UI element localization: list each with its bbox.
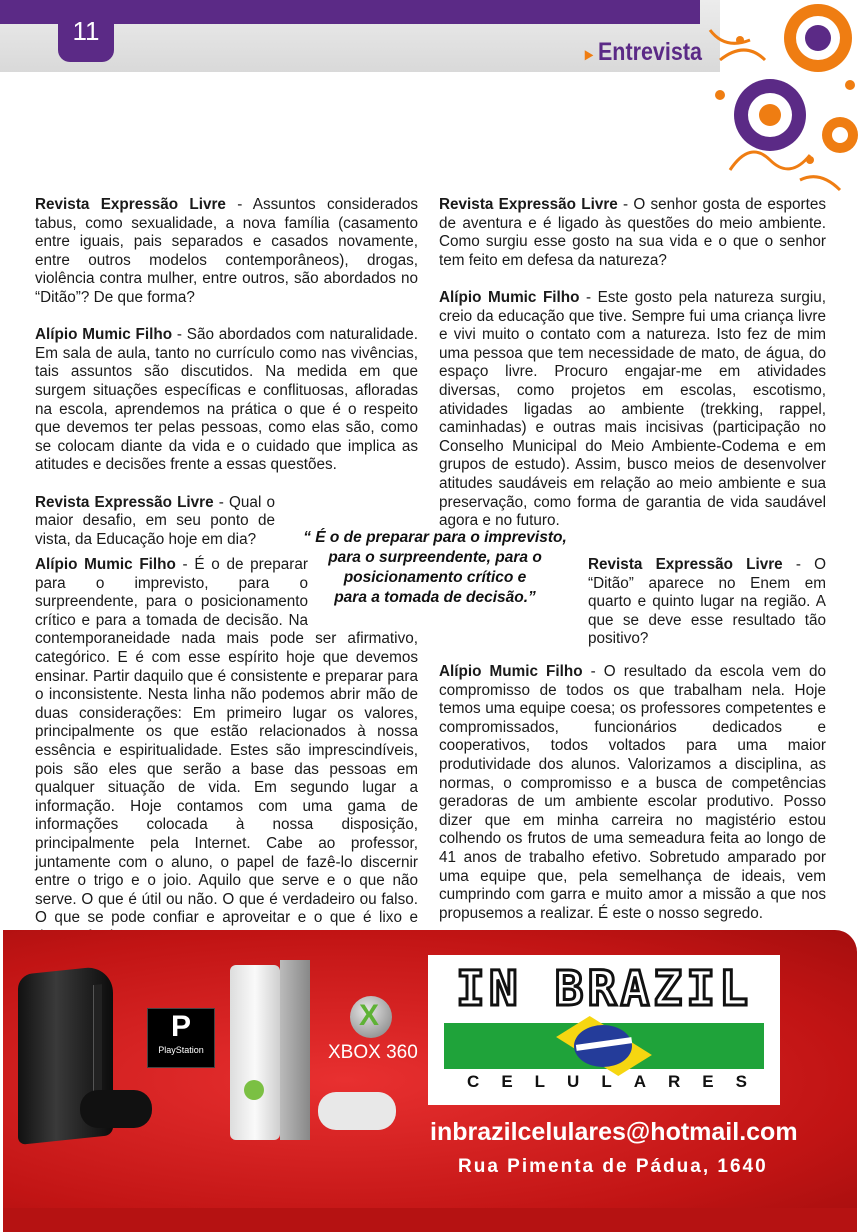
in-brazil-logo [428,955,780,1105]
speaker-label: Alípio Mumic Filho [439,288,580,306]
answer-1 [35,326,418,475]
answer-2 [35,556,418,946]
left-column [35,196,418,549]
playstation-icon: P [170,1010,191,1043]
left-column-continued [35,556,418,946]
triangle-right-icon: ▸ [585,44,593,64]
brazil-flag-icon [444,1023,764,1069]
right-column-bottom [439,663,826,923]
pull-quote [290,528,580,608]
speaker-label: Alípio Mumic Filho [35,326,173,344]
xbox-controller-image [318,1092,396,1130]
section-label: Entrevista [598,38,702,66]
paragraph-text: - O resultado da escola vem do compromisso de todos os que trabalham nela. Hoje temos uma equipe coesa; os professores competentes e compromissados, funcionários dedicados e cooperativos, todos voltados para uma maior produtividade dos alunos. Valorizamos a disciplina, as normas, o compromisso e a busca de competências geradoras de um ambiente escolar produtivo. Posso dizer que em minha carreira no magistério estou colhendo os frutos de uma semeadura feita ao longo de 41 anos de trabalho efetivo. Sobretudo amparado por uma equipe que, pela semelhança de ideais, vem cumprindo com garra e muito amor a missão a que nos propusemos a realizar. É este o nosso segredo. [439,663,826,922]
paragraph-text: - Assuntos considerados tabus, como sexualidade, a nova família (casamento entre iguais, pais separados e casados novamente, entre outros modelos contemporâneos), drogas, violência contra mulher, entre outros, são abordados no “Ditão”? De que forma? [35,196,418,306]
paragraph-text: - O senhor gosta de esportes de aventura e é ligado às questões do meio ambiente. Como surgiu esse gosto na sua vida e o que o senhor tem feito em defesa da natureza? [439,196,826,269]
section-title [585,38,702,67]
speaker-label: Revista Expressão Livre [588,556,783,573]
pull-quote-line: para a tomada de decisão.” [334,589,536,606]
paragraph-text: - Qual o maior desafio, em seu ponto de vista, da Educação hoje em dia? [35,493,275,548]
right-column [439,196,826,531]
pull-quote-line: posicionamento crítico e [343,569,527,586]
question-4 [588,556,826,649]
contact-email: inbrazilcelulares@hotmail.com [430,1118,798,1146]
xbox-console-image [230,965,280,1140]
playstation-logo [147,1008,215,1068]
question-1 [35,196,418,308]
advertisement-footer-strip [3,1208,857,1232]
pull-quote-line: “ É o de preparar para o imprevisto, [303,529,567,546]
speaker-label: Revista Expressão Livre [35,196,226,213]
xbox-label: XBOX 360 [328,1042,418,1063]
paragraph-text: - Este gosto pela natureza surgiu, creio da educação que tive. Sempre fui uma criança livre e vivi muito o contato com a natureza. Isto fez de mim uma pessoa que tem necessidade de mato, de água, do espaço livre. Procuro engajar-me em atividades diversas, como projetos em escolas, escotismo, atividades ligadas ao ambiente (trekking, rappel, caminhadas) e outras mais incisivas (participação no Conselho Municipal do Meio Ambiente-Codema e em grupos de estudo). Assim, busco meios de desenvolver atitudes saudáveis em relação ao meio ambiente e sua preservação, como forma de garantia de vida saudável agora e no futuro. [439,288,826,530]
xbox-console-side [280,960,310,1140]
right-column-continued [588,556,826,649]
store-address: Rua Pimenta de Pádua, 1640 [458,1156,768,1177]
xbox-power-ring-icon [244,1080,264,1100]
answer-4 [439,663,826,923]
playstation-label: PlayStation [158,1045,204,1055]
page-number: 11 [58,0,114,62]
decorative-circles [690,0,860,200]
paragraph-text: - É o de preparar para o imprevisto, para o surpreendente, para o posicionamento crítico e para a tomada de decisão. Na contemporaneidade nada mais pode ser afirmativo, categórico. E é com esse espírito hoje que devemos ensinar. Partir daquilo que é consistente e preparar para o inconsistente. Nesta linha não podemos abrir mão de duas considerações: Em primeiro lugar os valores, principalmente os que estão relacionados à nossa essência e espiritualidade. Estes são imprescindíveis, pois são eles que serão a base das pessoas em qualquer situação de vida. Em segundo lugar a informação. Hoje contamos com uma gama de informações colocada à nossa disposição, principalmente pela Internet. Cabe ao professor, juntamente com o aluno, o papel de fazê-lo discernir entre o trigo e o joio. Aquilo que serve e o que não serve. O que é útil ou não. O que é verdadeiro ou falso. O que se pode confiar e aproveitar e o que é lixo e [35,556,418,927]
xbox-logo-icon [350,996,392,1038]
brand-name: IN BRAZIL [455,961,753,1017]
speaker-label: Revista Expressão Livre [439,196,618,213]
ps3-controller-image [80,1090,152,1128]
question-3 [439,196,826,270]
paragraph-text: - São abordados com naturalidade. Em sala de aula, tanto no currículo como nas vivências, tais assuntos são discutidos. Na medida em que surgem situações específicas e conflituosas, afloradas na escola, aprendemos na prática o que é o respeito que devemos ter pelas pessoas, como elas são, como se colocam diante da vida e o cuidado que implica as atitudes e decisões frente a essas questões. [35,326,418,474]
speaker-label: Alípio Mumic Filho [35,556,176,573]
answer-3 [439,289,826,531]
brand-subtitle: CELULARES [467,1072,769,1091]
paragraph-text: - O “Ditão” aparece no Enem em quarto e quinto lugar na região. A que se deve esse resultado tão positivo? [588,556,826,648]
speaker-label: Alípio Mumic Filho [439,663,583,680]
pull-quote-line: para o surpreendente, para o [328,549,542,566]
speaker-label: Revista Expressão Livre [35,493,214,511]
question-2 [35,494,275,550]
